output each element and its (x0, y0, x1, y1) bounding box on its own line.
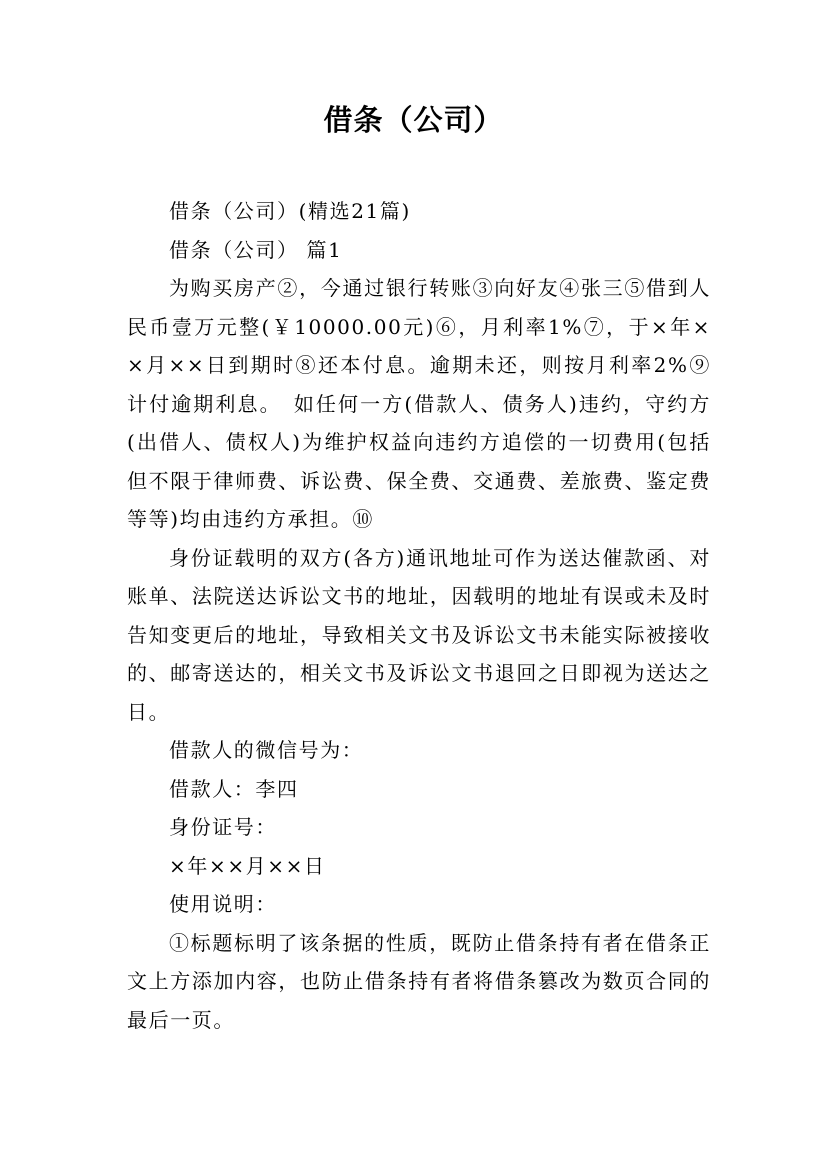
wechat-line: 借款人的微信号为： (169, 738, 364, 762)
loan-terms-paragraph: 为购买房产②，今通过银行转账③向好友④张三⑤借到人民币壹万元整(￥10000.00元)⑥，月利率1%⑦，于×年××月××日到期时⑧还本付息。逾期未还，则按月利率2%⑨计付逾期利息。 如任何一方(借款人、债务人)违约，守约方(出借人、债权人)为维护权益向违约方追偿的一切费用(包括但不限于律师费、诉讼费、保全费、交通费、差旅费、鉴定费等等)均由违约方承担。⑩ (127, 276, 711, 531)
id-number-line: 身份证号： (169, 815, 277, 839)
borrower-line: 借款人：李四 (169, 776, 299, 801)
document-title: 借条（公司） (323, 103, 504, 137)
date-line: ×年××月××日 (169, 853, 326, 878)
usage-notes-heading: 使用说明： (169, 892, 277, 916)
section-heading: 借条（公司） 篇1 (169, 237, 343, 262)
heading-paragraph: 借条（公司）(精选21篇) (169, 199, 411, 223)
document-body (127, 192, 711, 1039)
usage-note-paragraph: ①标题标明了该条据的性质，既防止借条持有者在借条正文上方添加内容，也防止借条持有者将借条篡改为数页合同的最后一页。 (127, 930, 711, 1032)
address-clause-paragraph: 身份证载明的双方(各方)通讯地址可作为送达催款函、对账单、法院送达诉讼文书的地址，因载明的地址有误或未及时告知变更后的地址，导致相关文书及诉讼文书未能实际被接收的、邮寄送达的，相关文书及诉讼文书退回之日即视为送达之日。 (127, 545, 711, 724)
